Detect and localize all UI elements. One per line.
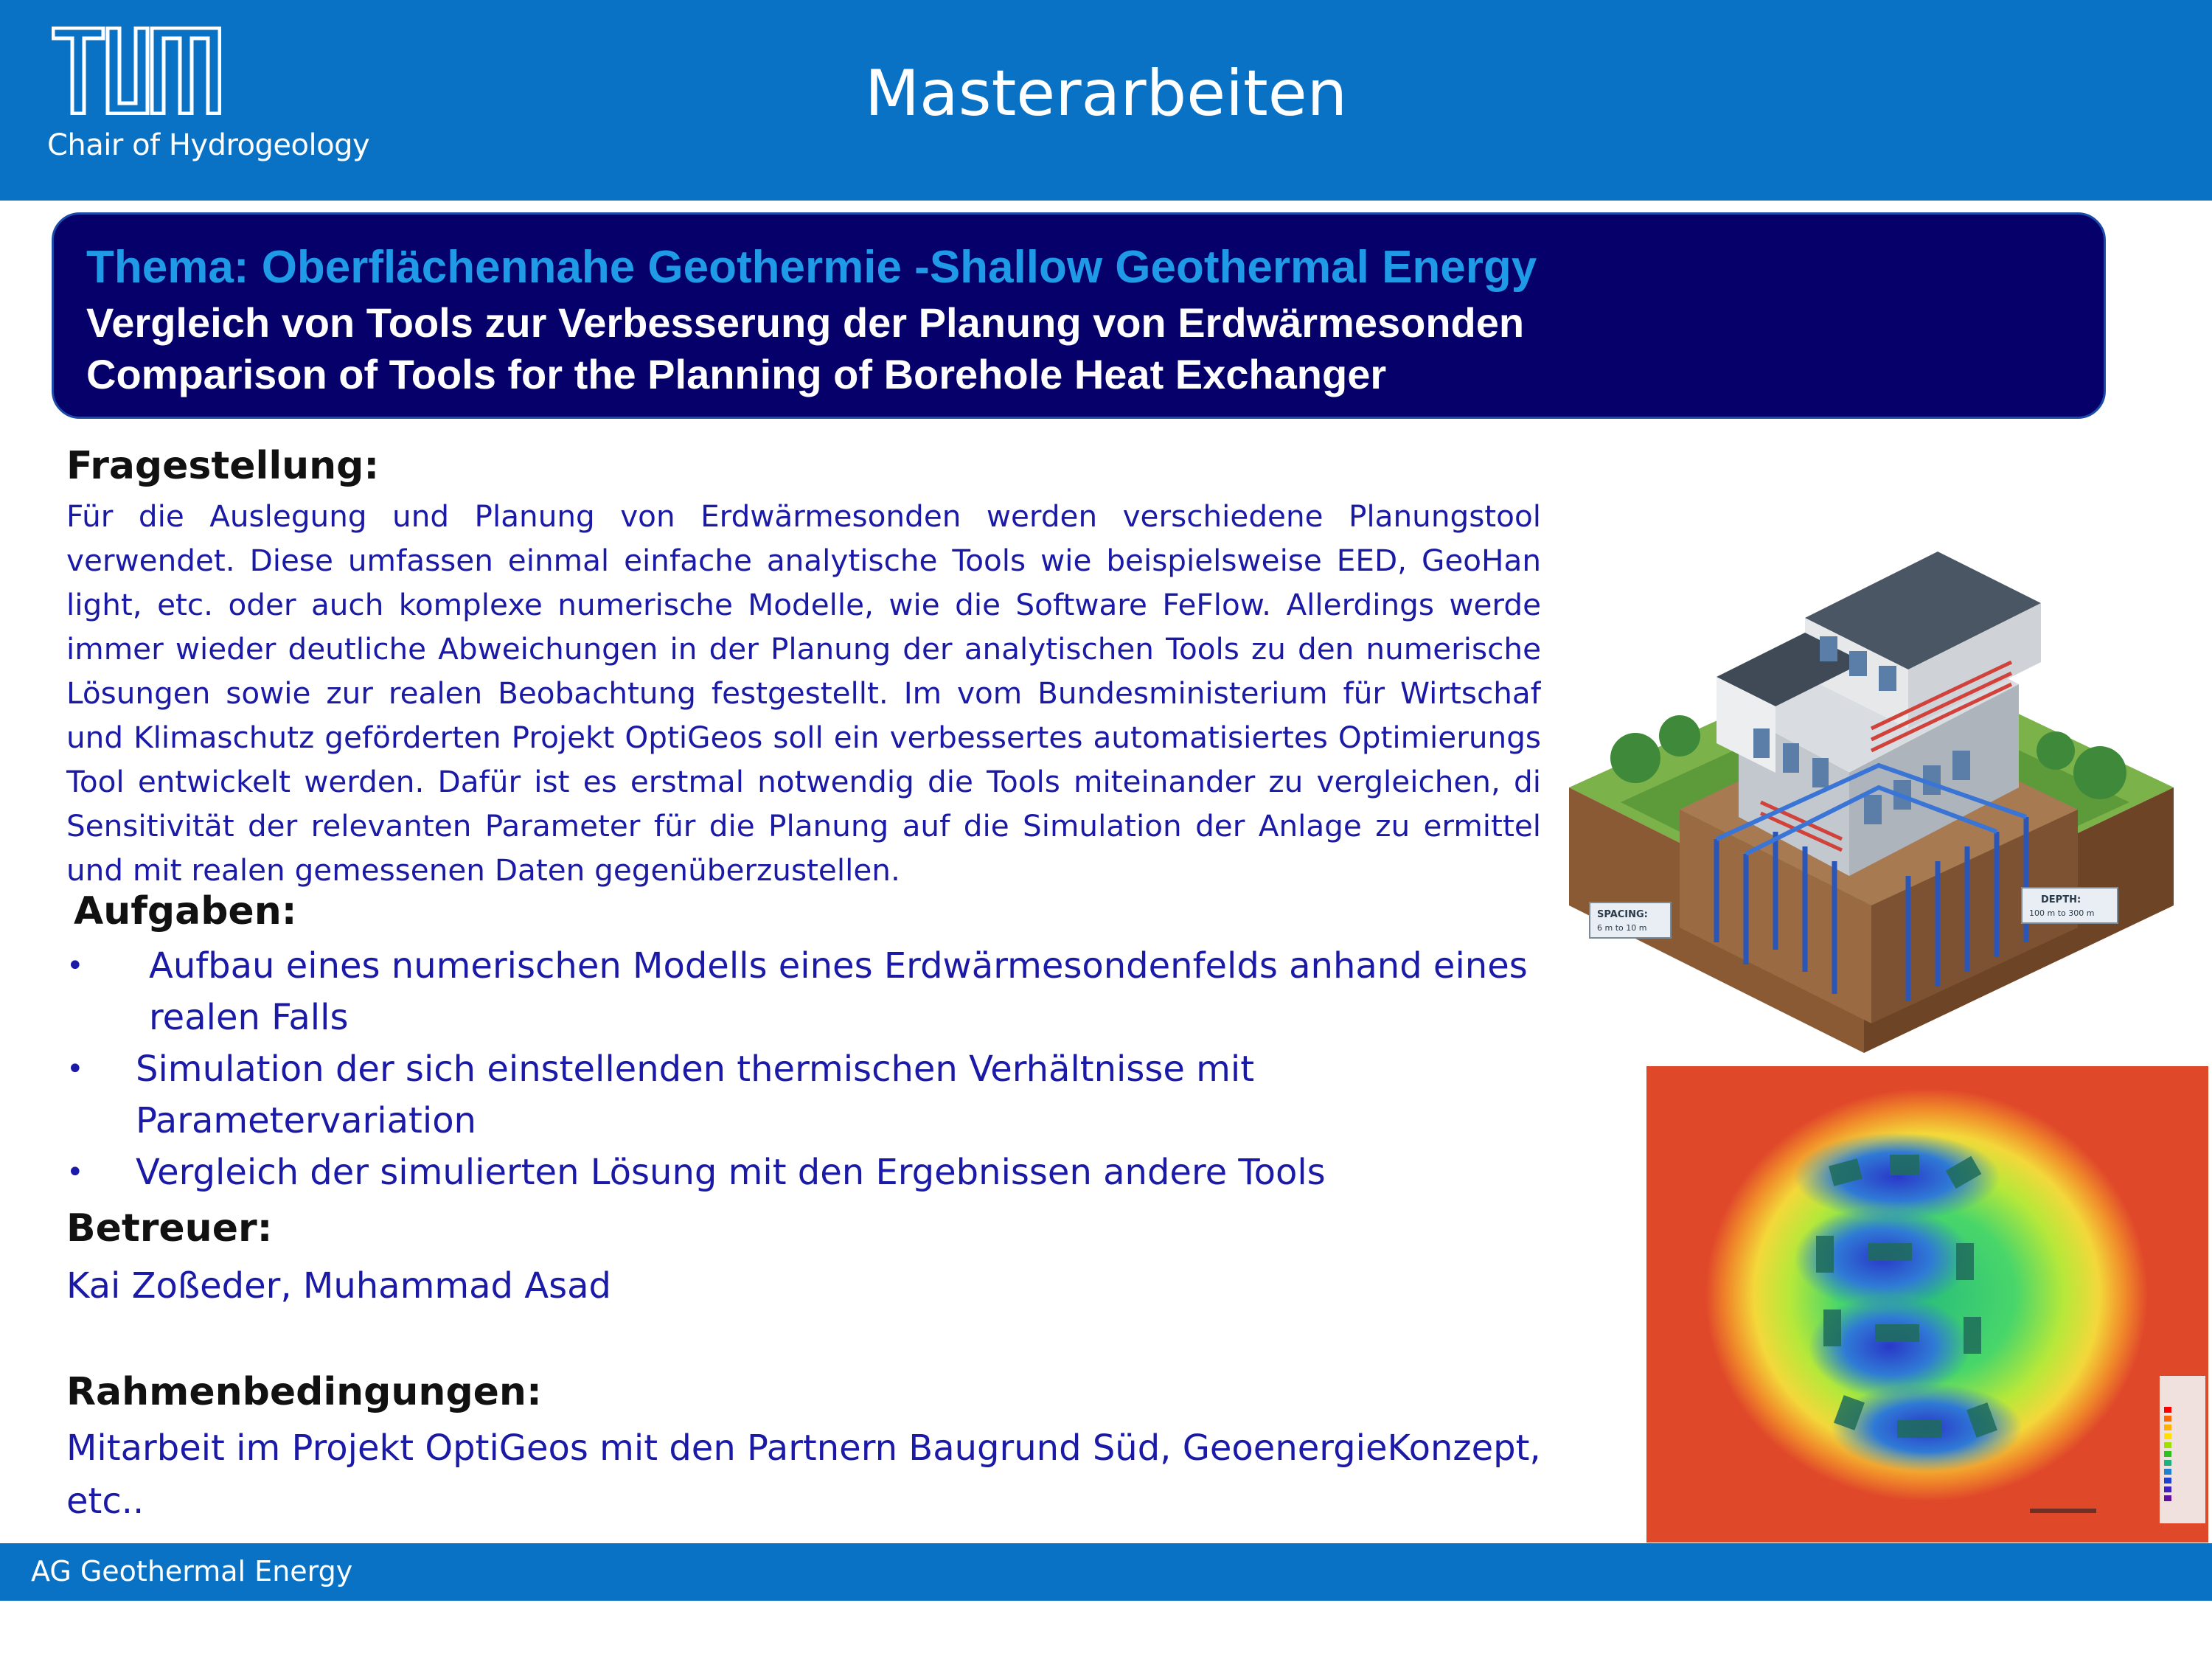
betreuer-heading: Betreuer: <box>66 1206 273 1251</box>
footer-text: AG Geothermal Energy <box>31 1555 353 1587</box>
bullet-icon: • <box>66 949 84 983</box>
chair-name: Chair of Hydrogeology <box>47 128 370 162</box>
rahmen-text: Mitarbeit im Projekt OptiGeos mit den Partnern Baugrund Süd, GeoenergieKonzept, etc.. <box>66 1427 1541 1522</box>
list-item <box>66 1147 1541 1198</box>
betreuer-text: Kai Zoßeder, Muhammad Asad <box>66 1265 611 1307</box>
topic-subtitle-english: Comparison of Tools for the Planning of Borehole Heat Exchanger <box>86 351 1387 397</box>
topic-title: Thema: Oberflächennahe Geothermie -Shallow Geothermal Energy <box>86 242 1537 293</box>
topic-subtitle-german: Vergleich von Tools zur Verbesserung der Planung von Erdwärmesonden <box>86 299 1525 346</box>
spacing-label: SPACING: <box>1597 909 1648 920</box>
depth-value: 100 m to 300 m <box>2029 908 2095 918</box>
header-bar <box>0 0 2212 201</box>
aufgaben-heading: Aufgaben: <box>74 889 297 933</box>
list-item-text: Simulation der sich einstellenden thermischen Verhältnisse mit Parametervariation <box>136 1048 1255 1141</box>
bullet-icon: • <box>66 1155 84 1189</box>
bullet-icon: • <box>66 1052 84 1086</box>
aufgaben-list <box>66 940 1541 1198</box>
temperature-simulation-map <box>1646 1066 2208 1543</box>
spacing-value: 6 m to 10 m <box>1597 923 1647 933</box>
list-item <box>66 1043 1389 1147</box>
borehole-field-illustration <box>1569 493 2174 1053</box>
fragestellung-text: Für die Auslegung und Planung von Erdwärmesonden werden verschiedene Planungstool verwendet. Diese umfassen einmal einfache analytische Tools wie beispielsweise EED, GeoHan light, etc. oder auch komplexe numerische Modelle, wie die Software FeFlow. Allerdings werde immer wieder deutliche Abweichungen in der Planung der analytischen Tools zu den numerische Lösungen sowie zur realen Beobachtung festgestellt. Im vom Bundesministerium für Wirtschaf und Klimaschutz geförderten Projekt OptiGeos soll ein verbessertes automatisiertes Optimierungs Tool entwickelt werden. Dafür ist es erstmal notwendig die Tools miteinander zu vergleichen, di Sensitivität der relevanten Parameter für die Planung auf die Simulation der Anlage zu ermittel und mit realen gemessenen Daten gegenüberzustellen. <box>66 498 1541 888</box>
page-title: Masterarbeiten <box>864 57 1348 131</box>
fragestellung-heading: Fragestellung: <box>66 444 380 488</box>
rahmen-heading: Rahmenbedingungen: <box>66 1370 542 1414</box>
list-item <box>66 940 1572 1043</box>
list-item-text: Vergleich der simulierten Lösung mit den Ergebnissen andere Tools <box>136 1152 1326 1193</box>
topic-banner <box>52 212 2106 419</box>
depth-label: DEPTH: <box>2041 894 2081 905</box>
list-item-text: Aufbau eines numerischen Modells eines Erdwärmesondenfelds anhand eines realen Falls <box>149 945 1528 1038</box>
footer-bar <box>0 1543 2212 1601</box>
